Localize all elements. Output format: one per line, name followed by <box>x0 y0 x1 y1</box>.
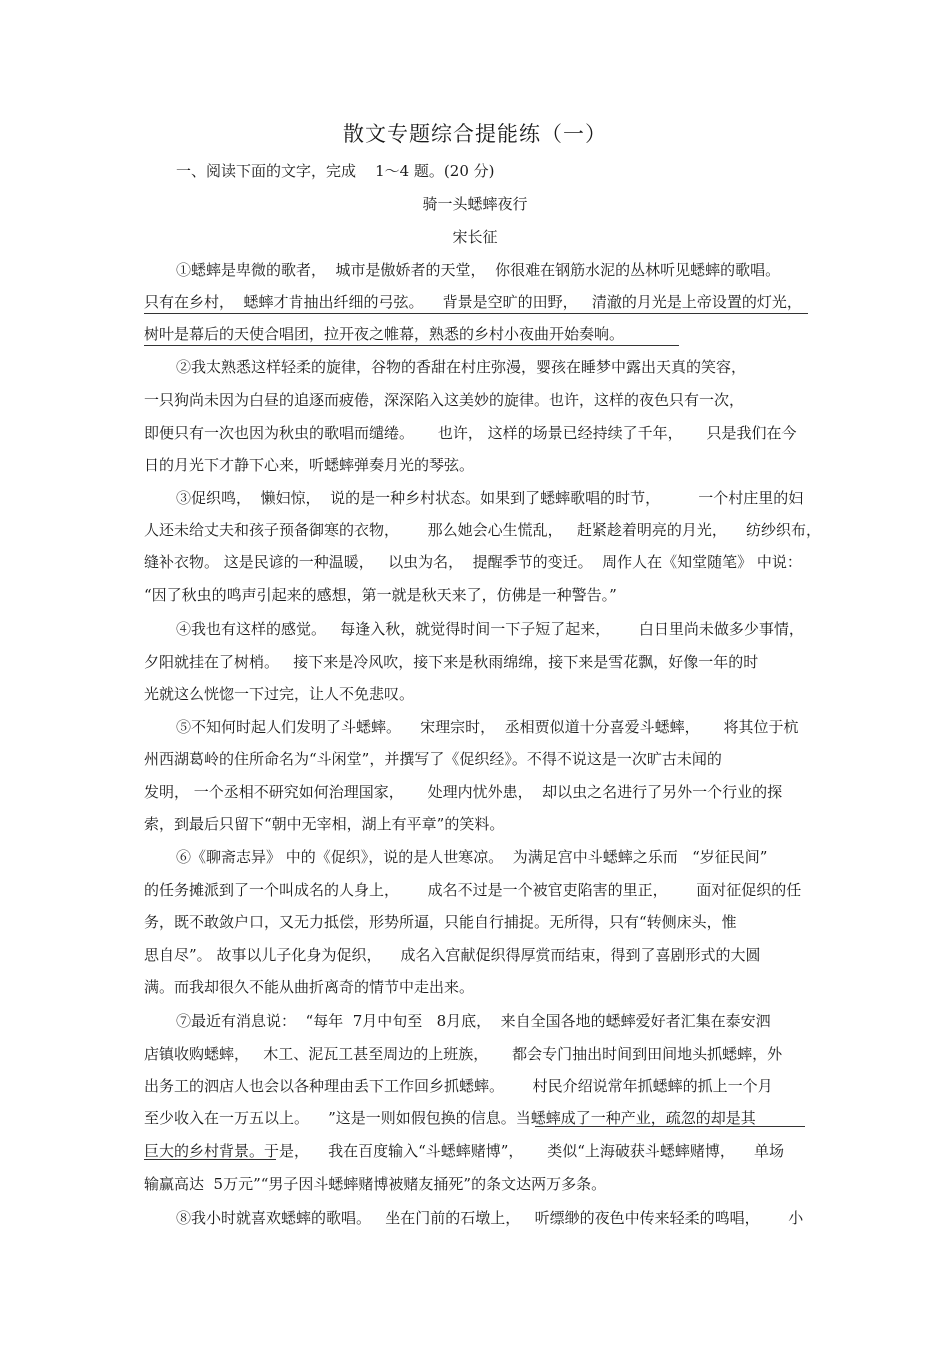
text-line: ④我也有这样的感觉。 每逢入秋，就觉得时间一下子短了起来， 白日里尚未做多少事情， <box>176 620 804 638</box>
text-line: ②我太熟悉这样轻柔的旋律，谷物的香甜在村庄弥漫，婴孩在睡梦中露出天真的笑容， <box>176 358 747 376</box>
text-line: 满。而我却很久不能从曲折离奇的情节中走出来。 <box>144 978 475 996</box>
text-line: 州西湖葛岭的住所命名为“斗闲堂”，并撰写了《促织经》。不得不说这是一次旷古未闻的 <box>144 750 722 768</box>
text-line: 巨大的乡村背景。于是， 我在百度输入“斗蟋蟀赌博”， 类似“上海破获斗蟋蟀赌博， 单场 <box>144 1142 784 1160</box>
text-line-underlined: 树叶是幕后的天使合唱团，拉开夜之帷幕，熟悉的乡村小夜曲开始奏响。 <box>144 323 679 346</box>
passage-title: 骑一头蟋蟀夜行 <box>422 195 528 213</box>
text-line: 人还未给丈夫和孩子预备御寒的衣物， 那么她会心生慌乱， 赶紧趁着明亮的月光， 纺纱织布， <box>144 521 821 539</box>
text-line-underlined: 只有在乡村， 蟋蟀才肯抽出纤细的弓弦。 背景是空旷的田野， 清澈的月光是上帝设置的灯光， <box>144 291 808 314</box>
text-line: 日的月光下才静下心来，听蟋蟀弹奏月光的琴弦。 <box>144 456 475 474</box>
page-title: 散文专题综合提能练（一） <box>343 122 607 146</box>
text-line: ⑤不知何时起人们发明了斗蟋蟀。 宋理宗时， 丞相贾似道十分喜爱斗蟋蟀， 将其位于杭 <box>176 718 799 736</box>
text-line: 的任务摊派到了一个叫成名的人身上， 成名不过是一个被官吏陷害的里正， 面对征促织的任 <box>144 881 802 899</box>
text-line: 发明， 一个丞相不研究如何治理国家， 处理内忧外患， 却以虫之名进行了另外一个行业的探 <box>144 783 783 801</box>
text-line: 输赢高达 5万元”“男子因斗蟋蟀赌博被赌友捅死”的条文达两万多条。 <box>144 1175 607 1193</box>
passage-author: 宋长征 <box>452 228 498 246</box>
underline-mark <box>144 1159 276 1160</box>
text-line: 出务工的泗店人也会以各种理由丢下工作回乡抓蟋蟀。 村民介绍说常年抓蟋蟀的抓上一个月 <box>144 1077 773 1095</box>
text-line: “因了秋虫的鸣声引起来的感想，第一就是秋天来了，仿佛是一种警告。” <box>144 586 617 604</box>
text-line: 缝补衣物。 这是民谚的一种温暖， 以虫为名， 提醒季节的变迁。 周作人在《知堂随笔》 中说： <box>144 553 802 571</box>
text-line: ⑧我小时就喜欢蟋蟀的歌唱。 坐在门前的石墩上， 听缥缈的夜色中传来轻柔的鸣唱， 小 <box>176 1209 804 1227</box>
text-line: 店镇收购蟋蟀， 木工、泥瓦工甚至周边的上班族， 都会专门抽出时间到田间地头抓蟋蟀，外 <box>144 1045 783 1063</box>
text-line: ③促织鸣， 懒妇惊， 说的是一种乡村状态。如果到了蟋蟀歌唱的时节， 一个村庄里的妇 <box>176 489 804 507</box>
text-line: ⑥《聊斋志异》 中的《促织》，说的是人世寒凉。 为满足宫中斗蟋蟀之乐而 “岁征民间” <box>176 848 768 866</box>
text-line: ①蟋蟀是卑微的歌者， 城市是傲娇者的天堂， 你很难在钢筋水泥的丛林听见蟋蟀的歌唱。 <box>176 261 781 279</box>
text-line: 思自尽”。 故事以儿子化身为促织， 成名入宫献促织得厚赏而结束，得到了喜剧形式的大圆 <box>144 946 761 964</box>
text-line: 即便只有一次也因为秋虫的歌唱而缱绻。 也许， 这样的场景已经持续了千年， 只是我们在今 <box>144 424 797 442</box>
text-line: ⑦最近有消息说： “每年 7月中旬至 8月底， 来自全国各地的蟋蟀爱好者汇集在泰安泗 <box>176 1012 771 1030</box>
underline-mark <box>535 1126 805 1127</box>
question-instruction: 一、阅读下面的文字，完成 1～4 题。(20 分) <box>176 162 495 180</box>
text-line: 至少收入在一万五以上。 ”这是一则如假包换的信息。当蟋蟀成了一种产业，疏忽的却是其 <box>144 1109 756 1127</box>
text-line: 一只狗尚未因为白昼的追逐而疲倦，深深陷入这美妙的旋律。也许，这样的夜色只有一次， <box>144 391 745 409</box>
text-line: 索，到最后只留下“朝中无宰相，湖上有平章”的笑料。 <box>144 815 505 833</box>
text-line: 务，既不敢敛户口，又无力抵偿，形势所逼，只能自行捕捉。无所得，只有“转侧床头，惟 <box>144 913 737 931</box>
text-line: 光就这么恍惚一下过完，让人不免悲叹。 <box>144 685 415 703</box>
text-line: 夕阳就挂在了树梢。 接下来是冷风吹，接下来是秋雨绵绵，接下来是雪花飘，好像一年的时 <box>144 653 759 671</box>
